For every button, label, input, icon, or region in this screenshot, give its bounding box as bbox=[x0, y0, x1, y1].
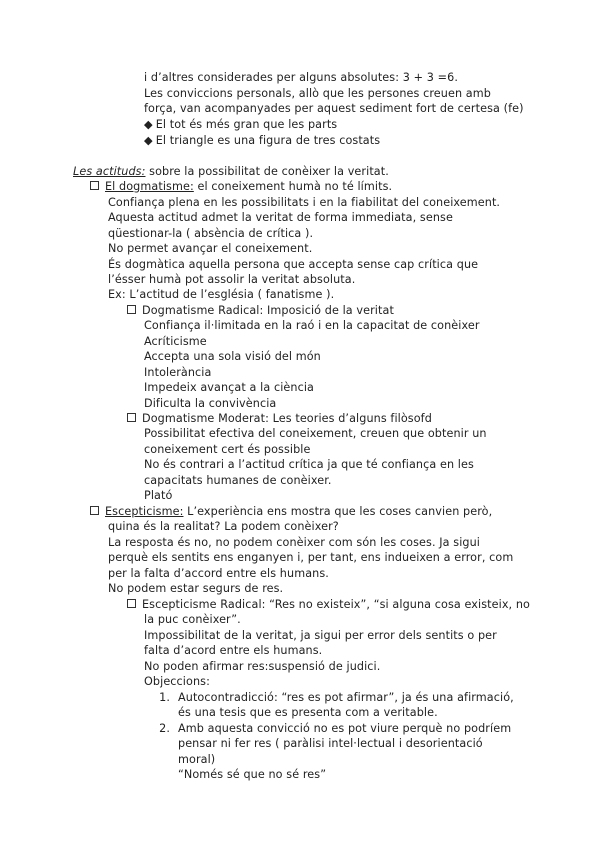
diamond-bullet-icon: ◆ bbox=[144, 118, 153, 131]
escepticisme-line: per la falta d’accord entre els humans. bbox=[108, 567, 329, 580]
checkbox-icon bbox=[127, 599, 136, 608]
dogmatisme-line: qüestionar-la ( absència de crítica ). bbox=[108, 227, 314, 240]
actituds-heading: Les actituds: bbox=[73, 165, 146, 178]
checkbox-icon bbox=[127, 305, 136, 314]
dogmatisme-radical-line: Confiança il·limitada en la raó i en la capacitat de conèixer bbox=[144, 319, 480, 332]
checkbox-icon bbox=[90, 181, 99, 190]
checkbox-icon bbox=[90, 506, 99, 515]
intro-line-1: i d’altres considerades per alguns absolutes: 3 + 3 =6. bbox=[144, 71, 458, 84]
dogmatisme-moderat-line: Possibilitat efectiva del coneixement, creuen que obtenir un bbox=[144, 427, 487, 440]
intro-bullet-2 bbox=[144, 133, 380, 149]
dogmatisme-heading-line bbox=[90, 179, 392, 195]
dogmatisme-moderat-title: Dogmatisme Moderat: Les teories d’alguns filòsofd bbox=[142, 412, 432, 425]
dogmatisme-line: No permet avançar el coneixement. bbox=[108, 242, 313, 255]
checkbox-icon bbox=[127, 413, 136, 422]
escepticisme-radical-title: Escepticisme Radical: “Res no existeix”, “si alguna cosa existeix, no bbox=[142, 598, 530, 611]
dogmatisme-radical-line: Accepta una sola visió del món bbox=[144, 350, 321, 363]
dogmatisme-heading: El dogmatisme: bbox=[105, 180, 194, 193]
dogmatisme-radical-line: Acríticisme bbox=[144, 335, 207, 348]
dogmatisme-moderat-line: Plató bbox=[144, 489, 173, 502]
diamond-bullet-icon: ◆ bbox=[144, 134, 153, 147]
objeccio-text-cont: moral) bbox=[178, 753, 216, 766]
intro-line-3: força, van acompanyades per aquest sediment fort de certesa (fe) bbox=[144, 102, 524, 115]
dogmatisme-heading-rest: el coneixement humà no té límits. bbox=[193, 180, 393, 193]
objeccio-item bbox=[152, 721, 511, 737]
objeccio-text: Amb aquesta convicció no es pot viure perquè no podríem bbox=[178, 722, 512, 735]
escepticisme-heading-line bbox=[90, 504, 492, 520]
dogmatisme-radical-title-line bbox=[127, 303, 394, 319]
dogmatisme-line: Aquesta actitud admet la veritat de forma immediata, sense bbox=[108, 211, 453, 224]
dogmatisme-radical-line: Impedeix avançat a la ciència bbox=[144, 381, 315, 394]
objeccio-item bbox=[152, 690, 514, 706]
escepticisme-radical-line: Impossibilitat de la veritat, ja sigui per error dels sentits o per bbox=[144, 629, 497, 642]
escepticisme-line: quina és la realitat? La podem conèixer? bbox=[108, 520, 339, 533]
list-number: 1. bbox=[159, 691, 170, 704]
dogmatisme-moderat-title-line bbox=[127, 411, 432, 427]
objeccio-quote: “Només sé que no sé res” bbox=[178, 768, 327, 781]
list-number: 2. bbox=[159, 722, 170, 735]
escepticisme-radical-line: Objeccions: bbox=[144, 675, 210, 688]
escepticisme-radical-title-cont: la puc conèixer”. bbox=[144, 613, 241, 626]
dogmatisme-line: l’ésser humà pot assolir la veritat absoluta. bbox=[108, 273, 356, 286]
actituds-text: sobre la possibilitat de conèixer la veritat. bbox=[145, 165, 389, 178]
dogmatisme-line: És dogmàtica aquella persona que accepta sense cap crítica que bbox=[108, 258, 479, 271]
dogmatisme-moderat-line: coneixement cert és possible bbox=[144, 443, 311, 456]
escepticisme-heading: Escepticisme: bbox=[105, 505, 184, 518]
dogmatisme-radical-title: Dogmatisme Radical: Imposició de la veritat bbox=[142, 304, 394, 317]
dogmatisme-radical-line: Intolerància bbox=[144, 366, 212, 379]
section-actituds bbox=[73, 164, 389, 180]
dogmatisme-moderat-line: capacitats humanes de conèixer. bbox=[144, 474, 332, 487]
escepticisme-radical-title-line bbox=[127, 597, 530, 613]
escepticisme-radical-line: falta d’acord entre els humans. bbox=[144, 644, 323, 657]
objeccio-text-cont: és una tesis que es presenta com a veritable. bbox=[178, 706, 438, 719]
escepticisme-line: La resposta és no, no podem conèixer com són les coses. Ja sigui bbox=[108, 536, 481, 549]
escepticisme-radical-line: No poden afirmar res:suspensió de judici. bbox=[144, 660, 381, 673]
dogmatisme-line: Confiança plena en les possibilitats i en la fiabilitat del coneixement. bbox=[108, 196, 501, 209]
dogmatisme-radical-line: Dificulta la convivència bbox=[144, 397, 277, 410]
objeccio-text-cont: pensar ni fer res ( paràlisi intel·lectual i desorientació bbox=[178, 737, 483, 750]
escepticisme-line: perquè els sentits ens enganyen i, per tant, ens indueixen a error, com bbox=[108, 551, 514, 564]
intro-bullet-1 bbox=[144, 117, 337, 133]
escepticisme-line: No podem estar segurs de res. bbox=[108, 582, 284, 595]
intro-line-2: Les conviccions personals, allò que les persones creuen amb bbox=[144, 87, 491, 100]
intro-bullet-1-text: El tot és més gran que les parts bbox=[155, 118, 338, 131]
objeccio-text: Autocontradicció: “res es pot afirmar”, ja és una afirmació, bbox=[178, 691, 514, 704]
escepticisme-heading-rest: L’experiència ens mostra que les coses canvien però, bbox=[183, 505, 493, 518]
dogmatisme-line: Ex: L’actitud de l’església ( fanatisme ). bbox=[108, 288, 335, 301]
intro-bullet-2-text: El triangle es una figura de tres costats bbox=[155, 134, 381, 147]
dogmatisme-moderat-line: No és contrari a l’actitud crítica ja que té confiança en les bbox=[144, 458, 474, 471]
